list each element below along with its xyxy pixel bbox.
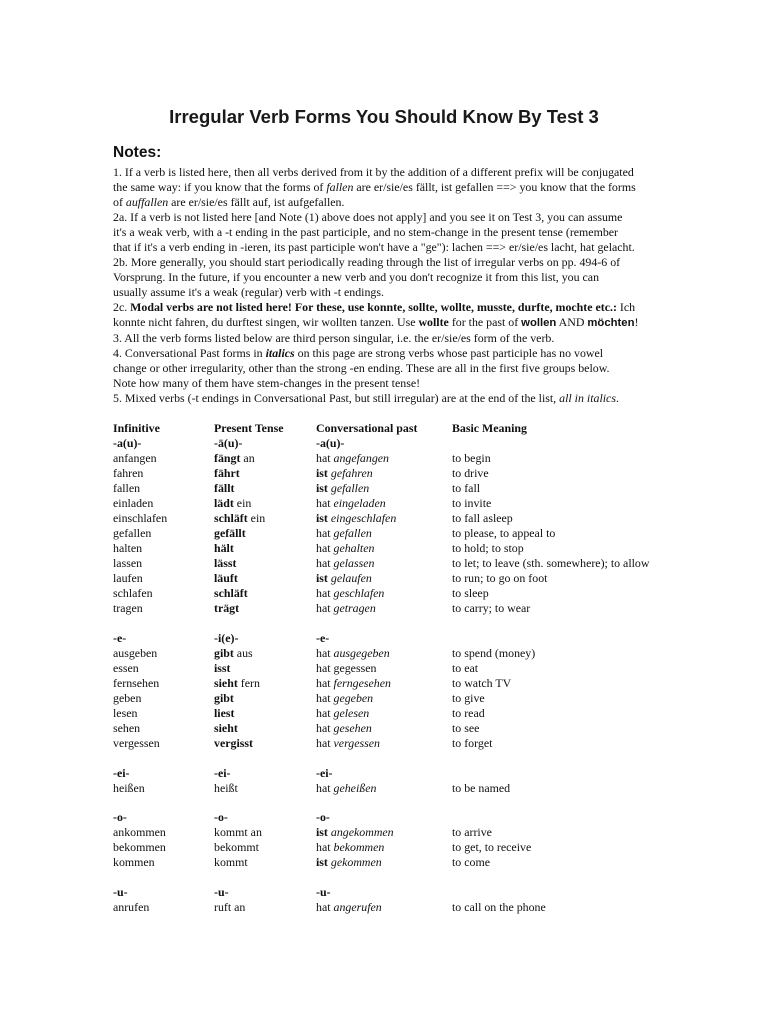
table-row (113, 900, 668, 915)
notes-text: 4. Conversational Past forms in (113, 346, 266, 360)
group-vowel-label: -ä(u)- (214, 436, 243, 450)
notes-text: wollte (418, 315, 449, 329)
past-participle: gelesen (333, 705, 370, 720)
auxiliary-verb: ist (316, 571, 328, 585)
notes-line (113, 165, 668, 180)
auxiliary-verb: ist (316, 481, 328, 495)
group-vowel-label: -o- (316, 810, 330, 825)
infinitive-cell: fernsehen (113, 675, 160, 690)
infinitive-cell: gefallen (113, 526, 152, 540)
meaning-cell: to let; to leave (sth. somewhere); to allow (452, 556, 650, 570)
notes-text: for the past of (448, 315, 522, 329)
meaning-cell: to be named (452, 780, 511, 795)
separable-prefix: ein (233, 496, 252, 510)
table-row (113, 855, 668, 870)
notes-text: 5. Mixed verbs (-t endings in Conversational Past, but still irregular) are at the end of the list, (113, 391, 560, 405)
conversational-past-cell (316, 601, 452, 616)
meaning-cell: to hold; to stop (452, 541, 524, 555)
infinitive-cell: laufen (113, 571, 143, 585)
meaning-cell: to give (452, 690, 485, 705)
conversational-past-cell (316, 646, 452, 661)
present-tense-cell (214, 451, 316, 466)
notes-text: change or other irregularity, other than the strong -en ending. These are all in the first five groups below. (113, 361, 610, 375)
infinitive-cell: ausgeben (113, 645, 158, 660)
auxiliary-verb: hat (316, 451, 331, 465)
table-row (113, 781, 668, 796)
group-vowel-label: -e- (316, 630, 330, 645)
infinitive-cell: essen (113, 660, 139, 675)
meaning-cell: to begin (452, 451, 491, 465)
conversational-past-cell (316, 481, 452, 496)
present-tense-cell (214, 481, 316, 496)
meaning-cell: to sleep (452, 586, 489, 600)
past-participle: gefallen (333, 526, 372, 540)
present-tense-cell (214, 825, 316, 840)
group-header-row (113, 885, 668, 900)
notes-text: 1. If a verb is listed here, then all verbs derived from it by the addition of a different prefix will be conjugated (113, 165, 634, 179)
separable-prefix: an (240, 451, 255, 465)
infinitive-cell: halten (113, 541, 143, 555)
present-tense-verb: sieht (214, 675, 238, 690)
present-tense-verb: gibt (214, 690, 234, 705)
meaning-cell: to please, to appeal to (452, 526, 556, 540)
past-participle: angekommen (330, 825, 394, 840)
auxiliary-verb: hat (316, 675, 331, 690)
infinitive-cell: anrufen (113, 900, 150, 915)
notes-text: ! (634, 315, 639, 329)
table-row (113, 825, 668, 840)
table-row (113, 496, 668, 511)
notes-line (113, 391, 668, 406)
notes-line (113, 300, 668, 315)
meaning-cell: to see (452, 720, 480, 735)
conversational-past-cell (316, 571, 452, 586)
meaning-cell: to invite (452, 496, 492, 510)
infinitive-cell: tragen (113, 601, 143, 615)
meaning-cell: to run; to go on foot (452, 571, 548, 585)
verb-table (113, 421, 668, 915)
meaning-cell: to call on the phone (452, 900, 546, 915)
notes-text: 2b. More generally, you should start periodically reading through the list of irregular verbs on pp. 494-6 of (113, 255, 621, 269)
conversational-past-cell (316, 586, 452, 601)
auxiliary-verb: hat (316, 690, 331, 705)
notes-line (113, 225, 668, 240)
group-vowel-label: -i(e)- (214, 630, 239, 645)
infinitive-cell: lassen (113, 556, 143, 570)
past-participle: geschlafen (333, 586, 385, 600)
present-tense-cell (214, 706, 316, 721)
auxiliary-verb: hat (316, 780, 331, 795)
infinitive-cell: vergessen (113, 735, 160, 750)
conversational-past-cell (316, 526, 452, 541)
infinitive-cell: anfangen (113, 451, 157, 465)
present-tense-cell (214, 571, 316, 586)
meaning-cell: to spend (money) (452, 645, 536, 660)
meaning-cell: to arrive (452, 825, 492, 840)
conversational-past-cell (316, 541, 452, 556)
auxiliary-verb: hat (316, 586, 331, 600)
group-vowel-label: -u- (316, 885, 331, 900)
auxiliary-verb: hat (316, 556, 331, 570)
header-basic-meaning: Basic Meaning (452, 421, 527, 435)
present-tense-verb: sieht (214, 720, 238, 735)
present-tense-verb: isst (214, 660, 231, 675)
past-participle: gelassen (333, 556, 375, 570)
conversational-past-cell (316, 661, 452, 676)
header-conversational-past: Conversational past (316, 421, 418, 435)
notes-text: Modal verbs are not listed here! For these, use konnte, sollte, wollte, musste, durfte, mochte etc.: (130, 300, 617, 314)
infinitive-cell: geben (113, 690, 142, 705)
meaning-cell: to carry; to wear (452, 601, 531, 615)
present-tense-verb: lässt (214, 556, 237, 570)
present-tense-cell (214, 855, 316, 870)
table-header-row (113, 421, 668, 436)
table-row (113, 526, 668, 541)
header-infinitive: Infinitive (113, 421, 160, 435)
auxiliary-verb: hat (316, 660, 331, 675)
past-participle: eingeschlafen (330, 511, 397, 525)
auxiliary-verb: hat (316, 900, 331, 915)
header-present-tense: Present Tense (214, 421, 284, 435)
present-tense-verb: fängt (214, 451, 241, 465)
notes-text: on this page are strong verbs whose past participle has no vowel (294, 346, 604, 360)
present-tense-cell (214, 781, 316, 796)
auxiliary-verb: ist (316, 825, 328, 840)
infinitive-cell: einladen (113, 496, 154, 510)
notes-text: of (113, 195, 126, 209)
conversational-past-cell (316, 556, 452, 571)
conversational-past-cell (316, 691, 452, 706)
present-tense-cell (214, 541, 316, 556)
present-tense-cell (214, 466, 316, 481)
group-header-row (113, 766, 668, 781)
past-participle: getragen (333, 601, 376, 615)
notes-line (113, 180, 668, 195)
present-tense-cell (214, 511, 316, 526)
past-participle: angerufen (333, 900, 382, 915)
notes-text: all in italics (559, 391, 616, 405)
separable-prefix: ein (247, 511, 266, 525)
meaning-cell: to get, to receive (452, 840, 532, 855)
meaning-cell: to watch TV (452, 675, 512, 690)
separable-prefix: an (231, 900, 246, 915)
notes-line (113, 270, 668, 285)
notes-line (113, 240, 668, 255)
present-tense-verb: gefällt (214, 526, 246, 540)
past-participle: gegessen (333, 660, 377, 675)
present-tense-verb: bekommt (214, 840, 259, 855)
meaning-cell: to forget (452, 735, 493, 750)
conversational-past-cell (316, 466, 452, 481)
notes-text: Vorsprung. In the future, if you encounter a new verb and you don't recognize it from this list, you can (113, 270, 600, 284)
infinitive-cell: fahren (113, 466, 144, 480)
table-row (113, 691, 668, 706)
present-tense-verb: heißt (214, 780, 238, 795)
meaning-cell: to drive (452, 466, 489, 480)
notes-line (113, 361, 668, 376)
present-tense-verb: vergisst (214, 735, 253, 750)
notes-text: auffallen (125, 195, 169, 209)
table-row (113, 586, 668, 601)
infinitive-cell: heißen (113, 780, 145, 795)
group-spacer (113, 751, 668, 766)
separable-prefix: aus (233, 645, 253, 660)
auxiliary-verb: ist (316, 511, 328, 525)
conversational-past-cell (316, 676, 452, 691)
past-participle: gekommen (330, 855, 382, 870)
notes-line (113, 376, 668, 391)
group-header-row (113, 436, 668, 451)
notes-line (113, 210, 668, 225)
present-tense-cell (214, 721, 316, 736)
present-tense-verb: gibt (214, 645, 234, 660)
infinitive-cell: sehen (113, 720, 141, 735)
auxiliary-verb: ist (316, 466, 328, 480)
notes-text: möchten (587, 317, 635, 329)
notes-text: 2c. (113, 300, 131, 314)
infinitive-cell: schlafen (113, 586, 153, 600)
separable-prefix: an (247, 825, 262, 840)
present-tense-verb: liest (214, 705, 235, 720)
auxiliary-verb: hat (316, 645, 331, 660)
notes-text: fallen (326, 180, 354, 194)
notes-line (113, 331, 668, 346)
conversational-past-cell (316, 781, 452, 796)
past-participle: eingeladen (333, 496, 386, 510)
notes-text: the same way: if you know that the forms of (113, 180, 327, 194)
present-tense-verb: schläft (214, 586, 248, 600)
present-tense-verb: kommt (214, 855, 248, 870)
past-participle: geheißen (333, 780, 377, 795)
notes-line (113, 195, 668, 210)
group-vowel-label: -e- (113, 630, 127, 645)
infinitive-cell: fallen (113, 481, 141, 495)
infinitive-cell: einschlafen (113, 511, 168, 525)
notes-text: italics (265, 346, 295, 360)
present-tense-verb: läuft (214, 571, 238, 585)
group-header-row (113, 810, 668, 825)
past-participle: bekommen (333, 840, 385, 855)
table-row (113, 736, 668, 751)
group-vowel-label: -a(u)- (113, 436, 142, 450)
notes-line (113, 255, 668, 270)
table-row (113, 481, 668, 496)
group-vowel-label: -ei- (113, 765, 130, 780)
infinitive-cell: bekommen (113, 840, 166, 855)
present-tense-verb: lädt (214, 496, 234, 510)
group-vowel-label: -o- (113, 810, 127, 825)
group-spacer (113, 616, 668, 631)
table-row (113, 466, 668, 481)
auxiliary-verb: hat (316, 720, 331, 735)
past-participle: ausgegeben (333, 645, 390, 660)
conversational-past-cell (316, 721, 452, 736)
auxiliary-verb: hat (316, 840, 331, 855)
notes-text: are er/sie/es fällt auf, ist aufgefallen. (168, 195, 345, 209)
notes-text: that if it's a verb ending in -ieren, its past participle won't have a "ge"): lachen ==> er/sie/es lacht, hat gelacht. (113, 240, 635, 254)
past-participle: ferngesehen (333, 675, 391, 690)
present-tense-cell (214, 840, 316, 855)
past-participle: vergessen (333, 735, 380, 750)
auxiliary-verb: hat (316, 601, 331, 615)
conversational-past-cell (316, 736, 452, 751)
table-row (113, 721, 668, 736)
conversational-past-cell (316, 900, 452, 915)
group-vowel-label: -ei- (214, 765, 231, 780)
notes-text: konnte nicht fahren, du durftest singen, wir wollten tanzen. Use (113, 315, 419, 329)
table-row (113, 676, 668, 691)
auxiliary-verb: hat (316, 526, 331, 540)
notes-heading: Notes: (113, 144, 162, 161)
table-row (113, 840, 668, 855)
infinitive-cell: lesen (113, 705, 138, 720)
notes-text: 3. All the verb forms listed below are third person singular, i.e. the er/sie/es form of the verb. (113, 331, 555, 345)
conversational-past-cell (316, 706, 452, 721)
table-row (113, 571, 668, 586)
past-participle: angefangen (333, 451, 389, 465)
notes-section (113, 165, 668, 406)
present-tense-cell (214, 586, 316, 601)
auxiliary-verb: hat (316, 735, 331, 750)
table-row (113, 646, 668, 661)
present-tense-cell (214, 661, 316, 676)
table-row (113, 556, 668, 571)
conversational-past-cell (316, 840, 452, 855)
group-header-row (113, 631, 668, 646)
group-vowel-label: -ei- (316, 765, 333, 780)
group-vowel-label: -u- (113, 885, 128, 900)
meaning-cell: to fall asleep (452, 511, 513, 525)
group-spacer (113, 870, 668, 885)
past-participle: gelaufen (330, 571, 372, 585)
meaning-cell: to eat (452, 660, 479, 675)
conversational-past-cell (316, 511, 452, 526)
present-tense-verb: schläft (214, 511, 248, 525)
present-tense-cell (214, 900, 316, 915)
table-row (113, 661, 668, 676)
notes-text: AND (556, 315, 588, 329)
notes-text: wollen (521, 317, 557, 329)
group-spacer (113, 796, 668, 811)
separable-prefix: fern (237, 675, 260, 690)
notes-line (113, 346, 668, 361)
present-tense-cell (214, 646, 316, 661)
conversational-past-cell (316, 855, 452, 870)
present-tense-cell (214, 496, 316, 511)
notes-text: are er/sie/es fällt, ist gefallen ==> you know that the forms (353, 180, 636, 194)
conversational-past-cell (316, 451, 452, 466)
meaning-cell: to read (452, 705, 485, 720)
auxiliary-verb: hat (316, 541, 331, 555)
group-vowel-label: -u- (214, 885, 229, 900)
conversational-past-cell (316, 825, 452, 840)
notes-text: . (615, 391, 619, 405)
notes-line (113, 315, 668, 331)
notes-text: Note how many of them have stem-changes in the present tense! (113, 376, 421, 390)
past-participle: gegeben (333, 690, 374, 705)
conversational-past-cell (316, 496, 452, 511)
present-tense-cell (214, 676, 316, 691)
present-tense-verb: kommt (214, 825, 248, 840)
present-tense-cell (214, 691, 316, 706)
past-participle: gefallen (330, 481, 370, 495)
notes-text: Ich (616, 300, 636, 314)
present-tense-verb: ruft (214, 900, 232, 915)
present-tense-cell (214, 556, 316, 571)
present-tense-verb: fällt (214, 481, 235, 495)
table-row (113, 451, 668, 466)
infinitive-cell: ankommen (113, 825, 166, 840)
table-row (113, 706, 668, 721)
table-row (113, 541, 668, 556)
infinitive-cell: kommen (113, 855, 155, 870)
past-participle: gesehen (333, 720, 372, 735)
present-tense-cell (214, 601, 316, 616)
past-participle: gehalten (333, 541, 375, 555)
auxiliary-verb: hat (316, 496, 331, 510)
meaning-cell: to fall (452, 481, 481, 495)
verb-table-body (113, 436, 668, 915)
table-row (113, 601, 668, 616)
present-tense-verb: trägt (214, 601, 240, 615)
table-row (113, 511, 668, 526)
document-title: Irregular Verb Forms You Should Know By Test 3 (169, 106, 599, 127)
present-tense-verb: hält (214, 541, 234, 555)
present-tense-verb: fährt (214, 466, 240, 480)
past-participle: gefahren (330, 466, 373, 480)
notes-text: usually assume it's a weak (regular) verb with -t endings. (113, 285, 384, 299)
notes-text: 2a. If a verb is not listed here [and Note (1) above does not apply] and you see it on Test 3, you can assume (113, 210, 623, 224)
auxiliary-verb: ist (316, 855, 328, 870)
notes-text: it's a weak verb, with a -t ending in the past participle, and no stem-change in the present tense (remember (113, 225, 619, 239)
auxiliary-verb: hat (316, 705, 331, 720)
present-tense-cell (214, 736, 316, 751)
group-vowel-label: -a(u)- (316, 436, 345, 450)
notes-line (113, 285, 668, 300)
group-vowel-label: -o- (214, 810, 228, 825)
meaning-cell: to come (452, 855, 490, 870)
present-tense-cell (214, 526, 316, 541)
